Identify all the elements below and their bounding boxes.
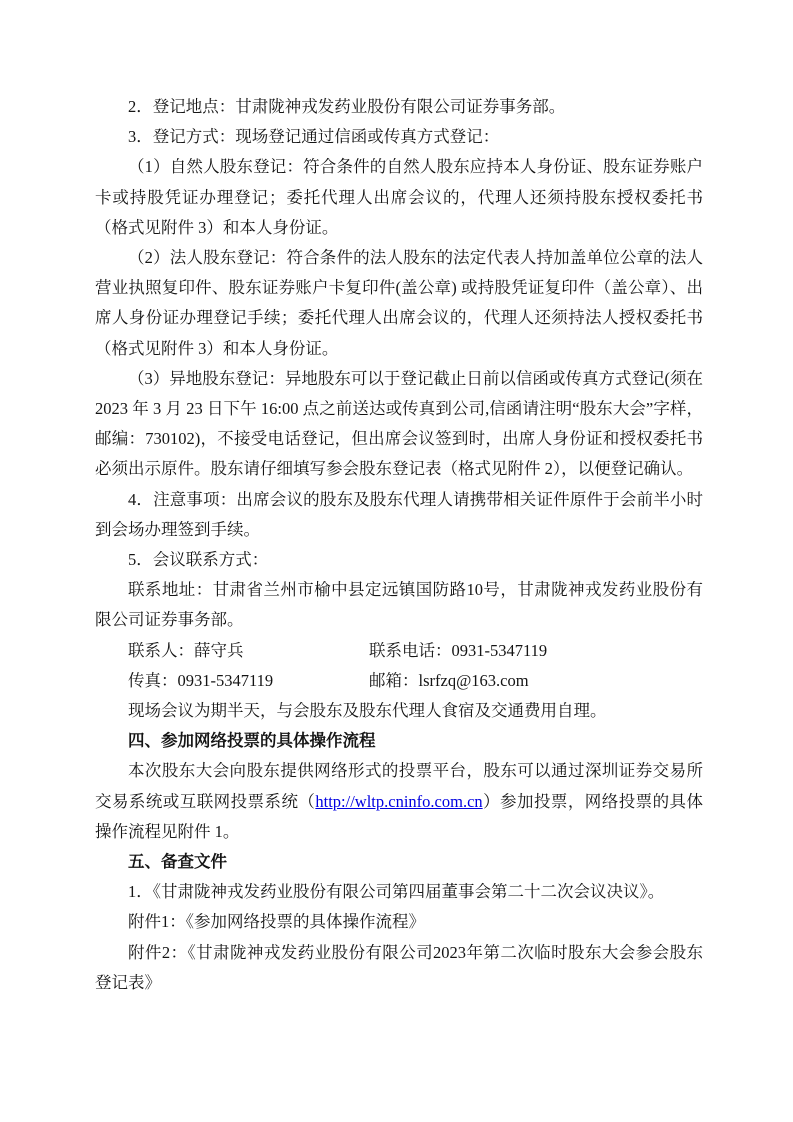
paragraph-legal-person-registration: （2）法人股东登记：符合条件的法人股东的法定代表人持加盖单位公章的法人营业执照复印件、股东证券账户卡复印件(盖公章) 或持股凭证复印件（盖公章）、出席人身份证办理登记手续；委托代理人出席会议的，代理人还须持法人授权委托书（格式见附件 3）和本人身份证。 — [95, 248, 703, 358]
paragraph-remote-shareholder-registration: （3）异地股东登记：异地股东可以于登记截止日前以信函或传真方式登记(须在 2023 年 3 月 23 日下午 16:00 点之前送达或传真到公司,信函请注明“股东大会”字样，邮编：730102)，不接受电话登记，但出席会议签到时，出席人身份证和授权委托书必须出示原件。股东请仔细填写参会股东登记表（格式见附件 2），以便登记确认。 — [95, 368, 703, 479]
paragraph-meeting-note: 现场会议为期半天，与会股东及股东代理人食宿及交通费用自理。 — [128, 701, 607, 721]
online-voting-text-before: 本次股东大会向股东提供网络形式的投票平台，股东可以通过深圳证券交易所交易系统或互联网投票系统（ — [95, 761, 703, 811]
paragraph-attachment-1: 附件1：《参加网络投票的具体操作流程》 — [128, 912, 425, 932]
paragraph-contact-heading: 5．会议联系方式： — [128, 550, 269, 570]
paragraph-contact-address: 联系地址：甘肃省兰州市榆中县定远镇国防路10号，甘肃陇神戎发药业股份有限公司证券事务部。 — [95, 580, 703, 630]
paragraph-registration-place: 2．登记地点：甘肃陇神戎发药业股份有限公司证券事务部。 — [128, 97, 566, 116]
paragraph-notice: 4．注意事项：出席会议的股东及股东代理人请携带相关证件原件于会前半小时到会场办理签到手续。 — [95, 489, 703, 539]
contact-email: 邮箱：lsrfzq@163.com — [369, 670, 529, 690]
online-voting-text-after: ）参加投票，网络投票的具体操作流程见附件 1。 — [95, 791, 704, 841]
section4-heading: 四、参加网络投票的具体操作流程 — [128, 732, 376, 751]
contact-row-fax-email — [95, 666, 703, 696]
contact-row-person-phone — [95, 636, 703, 666]
paragraph-online-voting — [95, 756, 703, 847]
voting-url-link[interactable]: http://wltp.cninfo.com.cn — [315, 791, 483, 811]
contact-fax: 传真：0931-5347119 — [128, 670, 274, 690]
paragraph-attachment-2: 附件2：《甘肃陇神戎发药业股份有限公司2023年第二次临时股东大会参会股东登记表》 — [95, 942, 703, 992]
document-content — [95, 92, 703, 998]
paragraph-natural-person-registration: （1）自然人股东登记：符合条件的自然人股东应持本人身份证、股东证券账户卡或持股凭证办理登记；委托代理人出席会议的，代理人还须持股东授权委托书（格式见附件 3）和本人身份证。 — [95, 157, 703, 237]
contact-person: 联系人：薛守兵 — [128, 640, 244, 660]
paragraph-reference-document: 1．《甘肃陇神戎发药业股份有限公司第四届董事会第二十二次会议决议》。 — [128, 882, 665, 902]
contact-phone: 联系电话：0931-5347119 — [369, 640, 548, 660]
section5-heading: 五、备查文件 — [128, 853, 227, 872]
paragraph-registration-method: 3．登记方式：现场登记通过信函或传真方式登记： — [128, 127, 500, 147]
